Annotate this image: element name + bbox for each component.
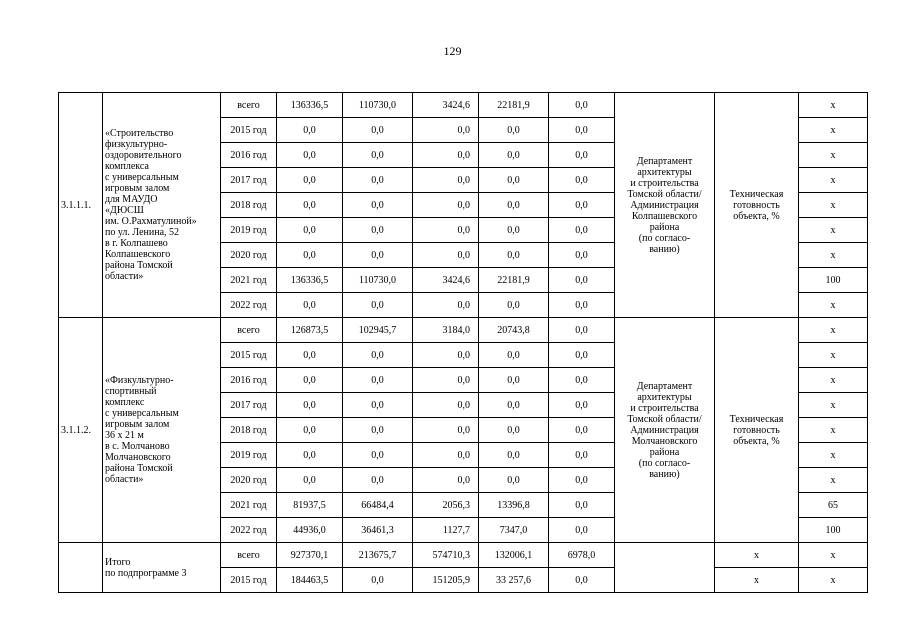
item-name-cell	[103, 93, 221, 318]
target-value-cell: x	[799, 568, 868, 593]
year-cell: 2015 год	[221, 118, 277, 143]
summary-name: Итого по подпрограмме 3	[105, 556, 187, 579]
funding-cell: 0,0	[549, 293, 615, 318]
total-cell: 136336,5	[277, 268, 343, 293]
funding-cell: 0,0	[479, 343, 549, 368]
funding-cell: 0,0	[549, 493, 615, 518]
funding-cell: 0,0	[549, 193, 615, 218]
total-cell: 184463,5	[277, 568, 343, 593]
funding-cell: 0,0	[479, 368, 549, 393]
responsible-department-cell	[615, 318, 715, 543]
funding-cell: 110730,0	[343, 93, 413, 118]
funding-cell: 0,0	[413, 468, 479, 493]
funding-cell: 3424,6	[413, 93, 479, 118]
total-cell: 0,0	[277, 293, 343, 318]
funding-cell: 0,0	[549, 168, 615, 193]
target-value-cell: 100	[799, 268, 868, 293]
funding-cell: 0,0	[343, 243, 413, 268]
table-row	[59, 318, 868, 343]
page-number: 129	[443, 44, 462, 58]
year-cell: 2021 год	[221, 493, 277, 518]
total-cell: 0,0	[277, 193, 343, 218]
target-value-cell: x	[799, 193, 868, 218]
funding-cell: 0,0	[549, 443, 615, 468]
total-cell: 44936,0	[277, 518, 343, 543]
funding-cell: 0,0	[479, 418, 549, 443]
target-value-cell: x	[799, 143, 868, 168]
year-cell: 2022 год	[221, 293, 277, 318]
funding-cell: 0,0	[479, 218, 549, 243]
funding-cell: 0,0	[413, 193, 479, 218]
funding-cell: 0,0	[549, 93, 615, 118]
total-cell: 0,0	[277, 443, 343, 468]
funding-cell: 110730,0	[343, 268, 413, 293]
target-value-cell: x	[799, 243, 868, 268]
funding-cell: 0,0	[549, 368, 615, 393]
funding-cell: 0,0	[343, 443, 413, 468]
total-cell: 126873,5	[277, 318, 343, 343]
funding-cell: 0,0	[413, 368, 479, 393]
year-cell: 2017 год	[221, 393, 277, 418]
funding-cell: 0,0	[479, 118, 549, 143]
item-name-cell	[103, 318, 221, 543]
total-cell: 0,0	[277, 218, 343, 243]
summary-department	[615, 543, 715, 593]
target-value-cell: x	[799, 293, 868, 318]
funding-cell: 3184,0	[413, 318, 479, 343]
funding-cell: 22181,9	[479, 268, 549, 293]
year-cell: 2020 год	[221, 243, 277, 268]
year-cell: 2016 год	[221, 368, 277, 393]
funding-cell: 0,0	[343, 118, 413, 143]
funding-cell: 0,0	[343, 368, 413, 393]
funding-cell: 0,0	[343, 143, 413, 168]
funding-cell: 0,0	[479, 393, 549, 418]
funding-cell: 0,0	[343, 168, 413, 193]
funding-cell: 0,0	[413, 393, 479, 418]
year-cell: 2019 год	[221, 443, 277, 468]
funding-cell: 0,0	[343, 393, 413, 418]
year-cell: 2018 год	[221, 418, 277, 443]
target-value-cell: x	[799, 468, 868, 493]
target-value-cell: x	[799, 443, 868, 468]
funding-cell: 0,0	[413, 418, 479, 443]
total-cell: 81937,5	[277, 493, 343, 518]
indicator-name: Техническая готовность объекта, %	[729, 188, 784, 222]
funding-cell: 213675,7	[343, 543, 413, 568]
indicator-cell: x	[715, 568, 799, 593]
funding-cell: 0,0	[549, 393, 615, 418]
summary-code	[59, 543, 103, 593]
total-cell: 0,0	[277, 143, 343, 168]
year-cell: 2019 год	[221, 218, 277, 243]
funding-cell: 0,0	[343, 218, 413, 243]
funding-cell: 0,0	[479, 143, 549, 168]
table-row	[59, 93, 868, 118]
year-cell: 2015 год	[221, 343, 277, 368]
funding-cell: 0,0	[549, 243, 615, 268]
funding-cell: 33 257,6	[479, 568, 549, 593]
funding-cell: 0,0	[549, 218, 615, 243]
program-table	[58, 92, 868, 593]
funding-cell: 0,0	[479, 293, 549, 318]
year-cell: 2015 год	[221, 568, 277, 593]
target-value-cell: x	[799, 368, 868, 393]
total-cell: 927370,1	[277, 543, 343, 568]
funding-cell: 0,0	[549, 318, 615, 343]
funding-cell: 0,0	[343, 418, 413, 443]
funding-cell: 0,0	[549, 468, 615, 493]
funding-cell: 0,0	[343, 568, 413, 593]
funding-cell: 0,0	[479, 243, 549, 268]
indicator-name-cell	[715, 93, 799, 318]
funding-cell: 0,0	[549, 518, 615, 543]
funding-cell: 0,0	[413, 443, 479, 468]
year-cell: всего	[221, 543, 277, 568]
responsible-department: Департамент архитектуры и строительства Томской области/ Администрация Колпашевского района (по согласо- ванию)	[627, 155, 702, 255]
target-value-cell: 100	[799, 518, 868, 543]
target-value-cell: 65	[799, 493, 868, 518]
funding-cell: 0,0	[479, 468, 549, 493]
total-cell: 0,0	[277, 118, 343, 143]
funding-cell: 0,0	[479, 443, 549, 468]
target-value-cell: x	[799, 218, 868, 243]
year-cell: всего	[221, 318, 277, 343]
funding-cell: 0,0	[413, 118, 479, 143]
target-value-cell: x	[799, 543, 868, 568]
target-value-cell: x	[799, 168, 868, 193]
year-cell: 2021 год	[221, 268, 277, 293]
funding-cell: 0,0	[549, 343, 615, 368]
funding-cell: 6978,0	[549, 543, 615, 568]
indicator-name-cell	[715, 318, 799, 543]
target-value-cell: x	[799, 118, 868, 143]
year-cell: 2018 год	[221, 193, 277, 218]
funding-cell: 0,0	[413, 143, 479, 168]
funding-cell: 132006,1	[479, 543, 549, 568]
target-value-cell: x	[799, 93, 868, 118]
indicator-cell: x	[715, 543, 799, 568]
total-cell: 0,0	[277, 243, 343, 268]
funding-cell: 102945,7	[343, 318, 413, 343]
year-cell: 2017 год	[221, 168, 277, 193]
target-value-cell: x	[799, 418, 868, 443]
target-value-cell: x	[799, 318, 868, 343]
item-name: «Физкультурно- спортивный комплекс с универсальным игровым залом 36 x 21 м в с. Молчаново Молчановского района Томской области»	[105, 375, 179, 485]
funding-cell: 20743,8	[479, 318, 549, 343]
year-cell: 2022 год	[221, 518, 277, 543]
funding-cell: 574710,3	[413, 543, 479, 568]
total-cell: 0,0	[277, 343, 343, 368]
funding-cell: 0,0	[413, 243, 479, 268]
funding-cell: 3424,6	[413, 268, 479, 293]
funding-cell: 13396,8	[479, 493, 549, 518]
responsible-department: Департамент архитектуры и строительства Томской области/ Администрация Молчановского района (по согласо- ванию)	[627, 380, 702, 480]
funding-cell: 151205,9	[413, 568, 479, 593]
funding-cell: 0,0	[343, 343, 413, 368]
total-cell: 0,0	[277, 368, 343, 393]
total-cell: 0,0	[277, 468, 343, 493]
funding-cell: 1127,7	[413, 518, 479, 543]
summary-row	[59, 543, 868, 568]
year-cell: 2020 год	[221, 468, 277, 493]
funding-cell: 0,0	[549, 143, 615, 168]
year-cell: 2016 год	[221, 143, 277, 168]
total-cell: 0,0	[277, 393, 343, 418]
target-value-cell: x	[799, 343, 868, 368]
year-cell: всего	[221, 93, 277, 118]
funding-cell: 2056,3	[413, 493, 479, 518]
funding-cell: 0,0	[413, 343, 479, 368]
funding-cell: 0,0	[479, 168, 549, 193]
responsible-department-cell	[615, 93, 715, 318]
funding-cell: 0,0	[413, 168, 479, 193]
funding-cell: 0,0	[549, 118, 615, 143]
funding-cell: 22181,9	[479, 93, 549, 118]
funding-cell: 36461,3	[343, 518, 413, 543]
funding-cell: 0,0	[413, 293, 479, 318]
target-value-cell: x	[799, 393, 868, 418]
funding-cell: 0,0	[549, 568, 615, 593]
funding-cell: 66484,4	[343, 493, 413, 518]
item-code: 3.1.1.2.	[59, 318, 103, 543]
funding-cell: 7347,0	[479, 518, 549, 543]
total-cell: 0,0	[277, 418, 343, 443]
summary-name-cell	[103, 543, 221, 593]
item-name: «Строительство физкультурно- оздоровительного комплекса с универсальным игровым залом для МАУДО «ДЮСШ им. О.Рахматулиной» по ул. Ленина, 52 в г. Колпашево Колпашевского района Томской области»	[105, 128, 197, 282]
funding-cell: 0,0	[549, 268, 615, 293]
funding-cell: 0,0	[343, 193, 413, 218]
item-code: 3.1.1.1.	[59, 93, 103, 318]
funding-cell: 0,0	[413, 218, 479, 243]
funding-cell: 0,0	[343, 293, 413, 318]
funding-cell: 0,0	[343, 468, 413, 493]
funding-cell: 0,0	[479, 193, 549, 218]
total-cell: 136336,5	[277, 93, 343, 118]
funding-cell: 0,0	[549, 418, 615, 443]
total-cell: 0,0	[277, 168, 343, 193]
indicator-name: Техническая готовность объекта, %	[729, 413, 784, 447]
